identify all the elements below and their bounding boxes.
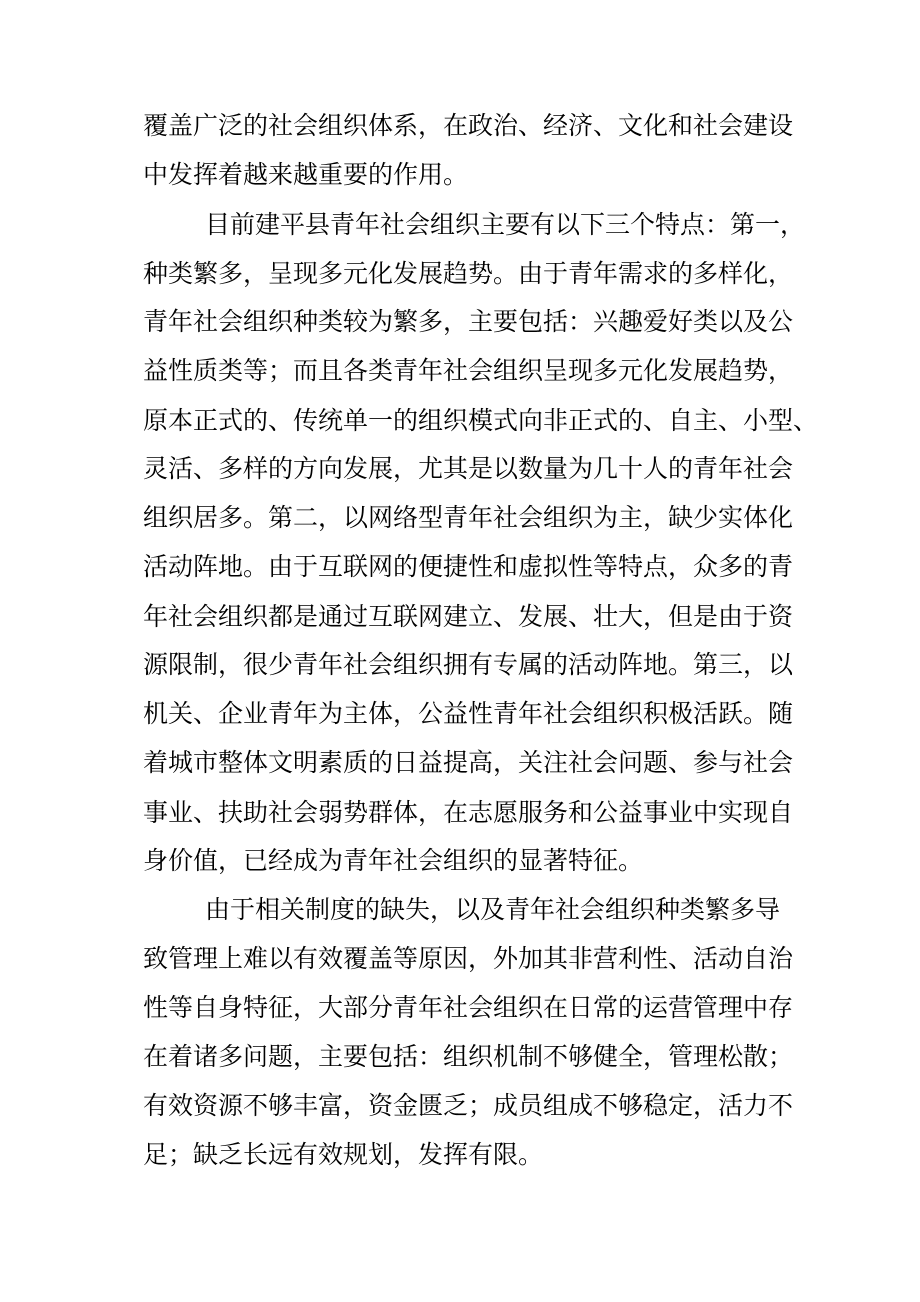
text-line: 身价值，已经成为青年社会组织的显著特征。 bbox=[143, 846, 644, 875]
text-line: 机关、企业青年为主体，公益性青年社会组织积极活跃。随 bbox=[143, 699, 794, 728]
text-line: 种类繁多，呈现多元化发展趋势。由于青年需求的多样化， bbox=[143, 259, 794, 288]
text-line: 活动阵地。由于互联网的便捷性和虚拟性等特点，众多的青 bbox=[143, 552, 794, 581]
text-line: 在着诸多问题，主要包括：组织机制不够健全，管理松散； bbox=[143, 1042, 794, 1071]
text-line: 原本正式的、传统单一的组织模式向非正式的、自主、小型、 bbox=[143, 406, 819, 435]
text-line: 由于相关制度的缺失，以及青年社会组织种类繁多导 bbox=[205, 895, 781, 924]
text-line: 着城市整体文明素质的日益提高，关注社会问题、参与社会 bbox=[143, 748, 794, 777]
text-line: 中发挥着越来越重要的作用。 bbox=[143, 160, 469, 189]
text-line: 灵活、多样的方向发展，尤其是以数量为几十人的青年社会 bbox=[143, 454, 794, 483]
text-line: 足；缺乏长远有效规划，发挥有限。 bbox=[143, 1140, 544, 1169]
text-line: 事业、扶助社会弱势群体，在志愿服务和公益事业中实现自 bbox=[143, 798, 794, 827]
text-line: 源限制，很少青年社会组织拥有专属的活动阵地。第三，以 bbox=[143, 650, 794, 679]
text-line: 组织居多。第二，以网络型青年社会组织为主，缺少实体化 bbox=[143, 503, 794, 532]
text-line: 青年社会组织种类较为繁多，主要包括：兴趣爱好类以及公 bbox=[143, 307, 794, 336]
text-line: 致管理上难以有效覆盖等原因，外加其非营利性、活动自治 bbox=[143, 944, 794, 973]
text-line: 覆盖广泛的社会组织体系，在政治、经济、文化和社会建设 bbox=[143, 111, 794, 140]
text-line: 目前建平县青年社会组织主要有以下三个特点：第一， bbox=[205, 210, 806, 239]
text-line: 年社会组织都是通过互联网建立、发展、壮大，但是由于资 bbox=[143, 602, 794, 631]
text-line: 有效资源不够丰富，资金匮乏；成员组成不够稳定，活力不 bbox=[143, 1091, 794, 1120]
text-line: 益性质类等；而且各类青年社会组织呈现多元化发展趋势， bbox=[143, 356, 794, 385]
text-line: 性等自身特征，大部分青年社会组织在日常的运营管理中存 bbox=[143, 993, 794, 1022]
